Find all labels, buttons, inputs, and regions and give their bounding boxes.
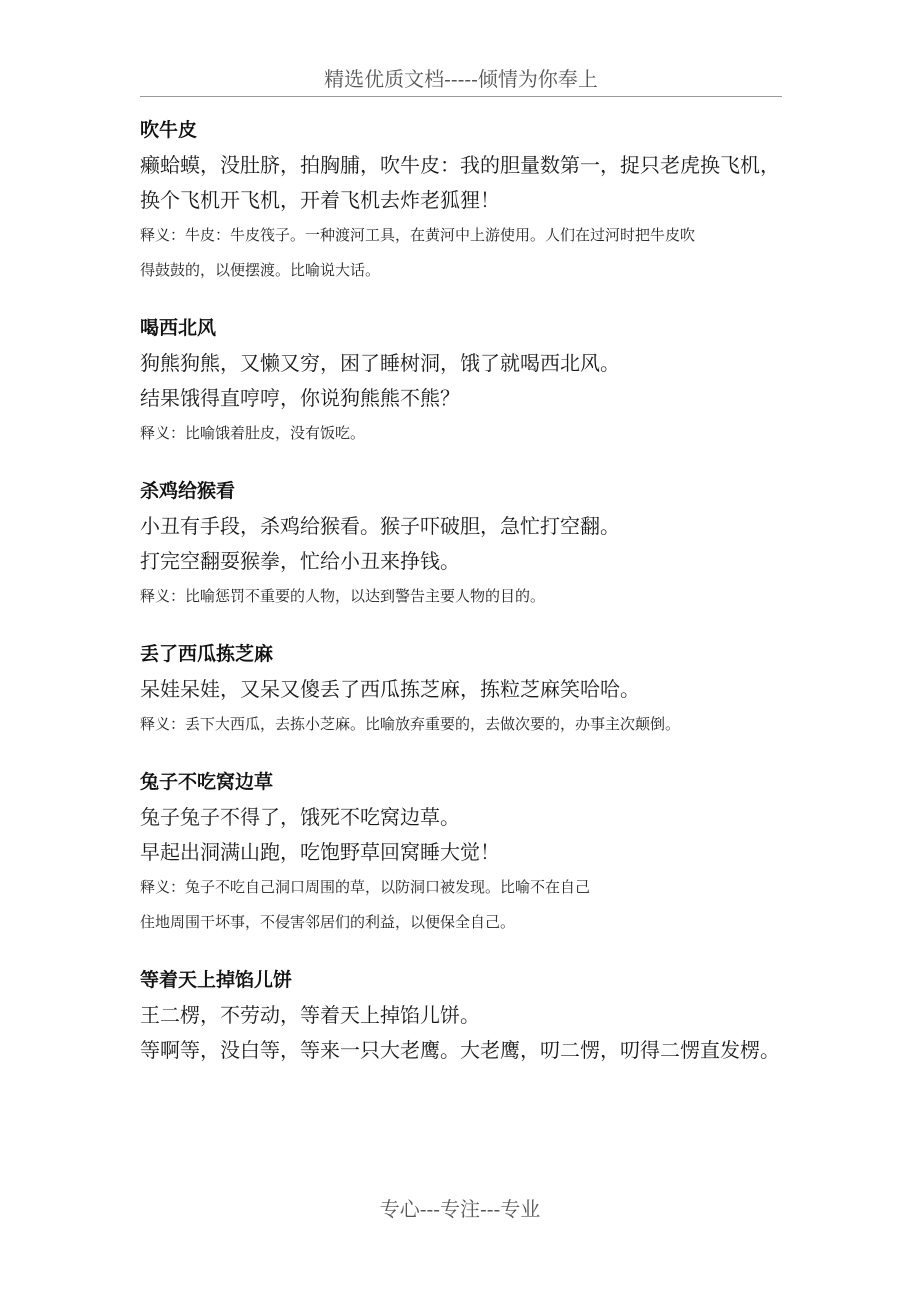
definition-line: 释义：比喻惩罚不重要的人物，以达到警告主要人物的目的。 [140,587,546,605]
verse-line: 兔子兔子不得了，饿死不吃窝边草。 [140,805,460,829]
definition-line: 释义：牛皮：牛皮筏子。一种渡河工具，在黄河中上游使用。人们在过河时把牛皮吹 [140,226,696,244]
verse-line: 打完空翻耍猴拳，忙给小丑来挣钱。 [140,549,460,573]
verse-line: 呆娃呆娃，又呆又傻丢了西瓜拣芝麻，拣粒芝麻笑哈哈。 [140,677,640,701]
verse-line: 等啊等，没白等，等来一只大老鹰。大老鹰，叨二愣，叨得二愣直发楞。 [140,1038,780,1062]
document-body [140,112,800,1090]
idiom-title: 吹牛皮 [140,119,198,141]
verse-line: 癞蛤蟆，没肚脐，拍胸脯，吹牛皮：我的胆量数第一，捉只老虎换飞机， [140,153,780,177]
idiom-entry [140,112,800,288]
page-footer [0,1192,920,1226]
definition-line: 释义：丢下大西瓜，去拣小芝麻。比喻放弃重要的，去做次要的，办事主次颠倒。 [140,715,681,733]
idiom-entry [140,962,800,1068]
verse-line: 王二楞，不劳动，等着天上掉馅儿饼。 [140,1003,480,1027]
idiom-entry [140,636,800,742]
definition-line: 住地周围干坏事，不侵害邻居们的利益，以便保全自己。 [140,913,516,931]
idiom-entry [140,310,800,451]
footer-text: 专心---专注---专业 [379,1197,541,1221]
verse-line: 小丑有手段，杀鸡给猴看。猴子吓破胆，急忙打空翻。 [140,514,620,538]
verse-line: 结果饿得直哼哼，你说狗熊熊不熊？ [140,386,460,410]
idiom-entry [140,764,800,940]
header-text: 精选优质文档-----倾情为你奉上 [324,67,598,91]
idiom-title: 等着天上掉馅儿饼 [140,969,293,991]
idiom-entry [140,473,800,614]
verse-line: 换个飞机开飞机，开着飞机去炸老狐狸！ [140,188,500,212]
page-header [140,62,782,97]
verse-line: 狗熊狗熊，又懒又穷，困了睡树洞，饿了就喝西北风。 [140,351,620,375]
definition-line: 释义：兔子不吃自己洞口周围的草，以防洞口被发现。比喻不在自己 [140,878,591,896]
idiom-title: 喝西北风 [140,317,217,339]
definition-line: 得鼓鼓的，以便摆渡。比喻说大话。 [140,261,381,279]
idiom-title: 杀鸡给猴看 [140,480,236,502]
idiom-title: 兔子不吃窝边草 [140,771,274,793]
verse-line: 早起出洞满山跑，吃饱野草回窝睡大觉！ [140,840,500,864]
idiom-title: 丢了西瓜拣芝麻 [140,643,274,665]
definition-line: 释义：比喻饿着肚皮，没有饭吃。 [140,424,366,442]
